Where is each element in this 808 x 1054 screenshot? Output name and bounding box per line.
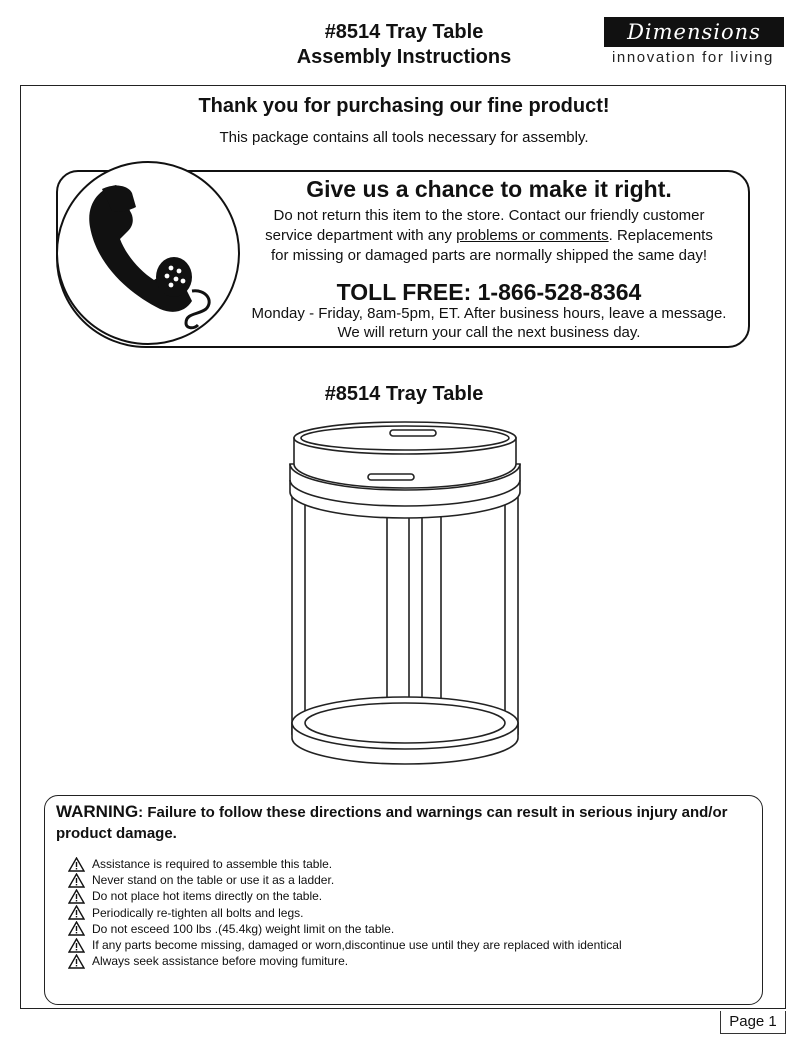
thank-you-heading: Thank you for purchasing our fine product! <box>198 95 610 117</box>
warning-item <box>68 888 758 904</box>
warning-item <box>68 856 758 872</box>
tray-table-illustration <box>280 418 530 770</box>
warning-item <box>68 937 758 953</box>
business-hours <box>228 304 750 342</box>
brand-logo <box>598 17 788 69</box>
support-line-2 <box>228 226 750 246</box>
support-line-1: Do not return this item to the store. Contact our friendly customer <box>273 207 705 224</box>
warning-triangle-icon <box>68 889 85 904</box>
warning-item-text: Periodically re-tighten all bolts and legs. <box>92 905 304 920</box>
warning-triangle-icon <box>68 873 85 888</box>
warning-label: WARNING <box>56 802 139 821</box>
warning-item-text: If any parts become missing, damaged or worn,discontinue use until they are replaced with identical <box>92 938 622 953</box>
page-number: Page 1 <box>720 1011 786 1034</box>
warning-item-text: Always seek assistance before moving fumiture. <box>92 954 349 969</box>
phone-icon-circle <box>56 161 240 345</box>
logo-wordmark-box <box>604 17 784 47</box>
warning-item-text: Do not place hot items directly on the table. <box>92 889 323 904</box>
warning-item <box>68 921 758 937</box>
package-note: This package contains all tools necessary for assembly. <box>219 129 589 146</box>
warning-list <box>68 856 758 969</box>
warning-heading <box>56 801 746 844</box>
support-body <box>228 206 750 266</box>
support-line-2-start: service department with any <box>265 227 457 244</box>
title-line-2: Assembly Instructions <box>296 46 512 68</box>
warning-item <box>68 953 758 969</box>
warning-triangle-icon <box>68 905 85 920</box>
hours-line-2: We will return your call the next business day. <box>337 324 641 341</box>
hours-line-1: Monday - Friday, 8am-5pm, ET. After business hours, leave a message. <box>251 305 727 322</box>
warning-triangle-icon <box>68 857 85 872</box>
warning-item-text: Never stand on the table or use it as a ladder. <box>92 873 335 888</box>
telephone-handset-icon <box>58 163 242 347</box>
toll-free-number: TOLL FREE: 1-866-528-8364 <box>336 279 642 305</box>
warning-item-text: Do not esceed 100 lbs .(45.4kg) weight limit on the table. <box>92 921 395 936</box>
product-title: #8514 Tray Table <box>324 383 484 405</box>
warning-triangle-icon <box>68 921 85 936</box>
warning-item <box>68 905 758 921</box>
support-heading: Give us a chance to make it right. <box>306 176 672 202</box>
warning-triangle-icon <box>68 954 85 969</box>
warning-item-text: Assistance is required to assemble this table. <box>92 857 333 872</box>
document-title <box>250 20 558 70</box>
support-line-3: for missing or damaged parts are normally shipped the same day! <box>270 247 708 264</box>
warning-text: : Failure to follow these directions and warnings can result in serious injury and/or product damage. <box>56 804 728 842</box>
logo-wordmark: Dimensions <box>627 20 761 44</box>
logo-tagline: innovation for living <box>611 49 774 66</box>
warning-triangle-icon <box>68 938 85 953</box>
title-line-1: #8514 Tray Table <box>324 21 484 43</box>
warning-item <box>68 872 758 888</box>
problems-comments-text: problems or comments <box>456 227 609 244</box>
support-line-2-end: . Replacements <box>608 227 713 244</box>
